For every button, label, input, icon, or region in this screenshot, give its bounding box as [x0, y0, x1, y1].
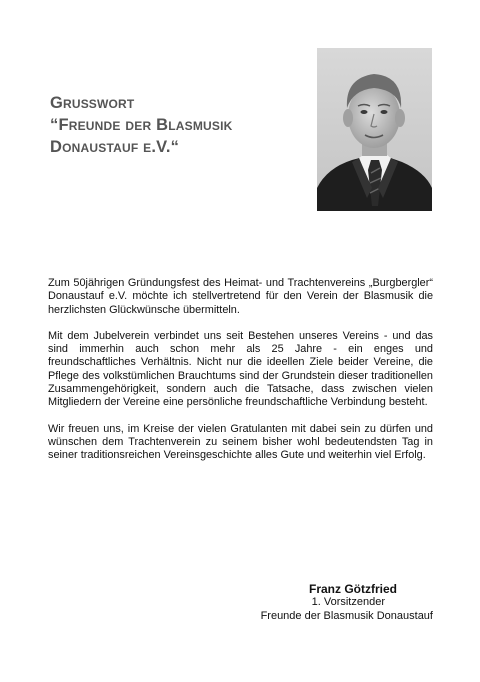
- paragraph-1: Zum 50jährigen Gründungsfest des Heimat- und Trachtenvereins „Burgbergler“ Donaustauf e.V. möchte ich stellvertretend für den Verein der Blasmusik die herzlichsten Glückwünsche übermitteln.: [48, 277, 433, 316]
- title-line-2: “Freunde der Blasmusik: [50, 116, 233, 134]
- title-line-1: Grußwort: [50, 94, 135, 112]
- letter-body: [48, 277, 433, 476]
- paragraph-2: Mit dem Jubelverein verbindet uns seit Bestehen unseres Vereins - und das sind immerhin auch schon mehr als 25 Jahre - ein enges und freundschaftliches Verhältnis. Nicht nur die ideellen Ziele beider Vereine, die Pflege des volkstümlichen Brauchtums sind der Grundstein dieser traditionellen Zusammengehörigkeit, sondern auch die Tatsache, dass zwischen vielen Mitgliedern der Vereine eine persönliche freundschaftliche Verbindung besteht.: [48, 329, 433, 409]
- portrait-illustration: [317, 48, 432, 211]
- signature-block: [261, 582, 433, 623]
- signatory-role: 1. Vorsitzender: [311, 596, 385, 608]
- signatory-name: Franz Götzfried: [308, 582, 397, 596]
- page-title: [50, 92, 300, 158]
- signatory-organization: Freunde der Blasmusik Donaustauf: [260, 609, 433, 622]
- portrait-photo: [317, 48, 432, 211]
- paragraph-3: Wir freuen uns, im Kreise der vielen Gratulanten mit dabei sein zu dürfen und wünschen dem Trachtenverein zu seinem bisher wohl bedeutendsten Tag in seiner traditionsreichen Vereinsgeschichte alles Gute und weiterhin viel Erfolg.: [48, 422, 433, 462]
- title-line-3: Donaustauf e.V.“: [50, 138, 180, 156]
